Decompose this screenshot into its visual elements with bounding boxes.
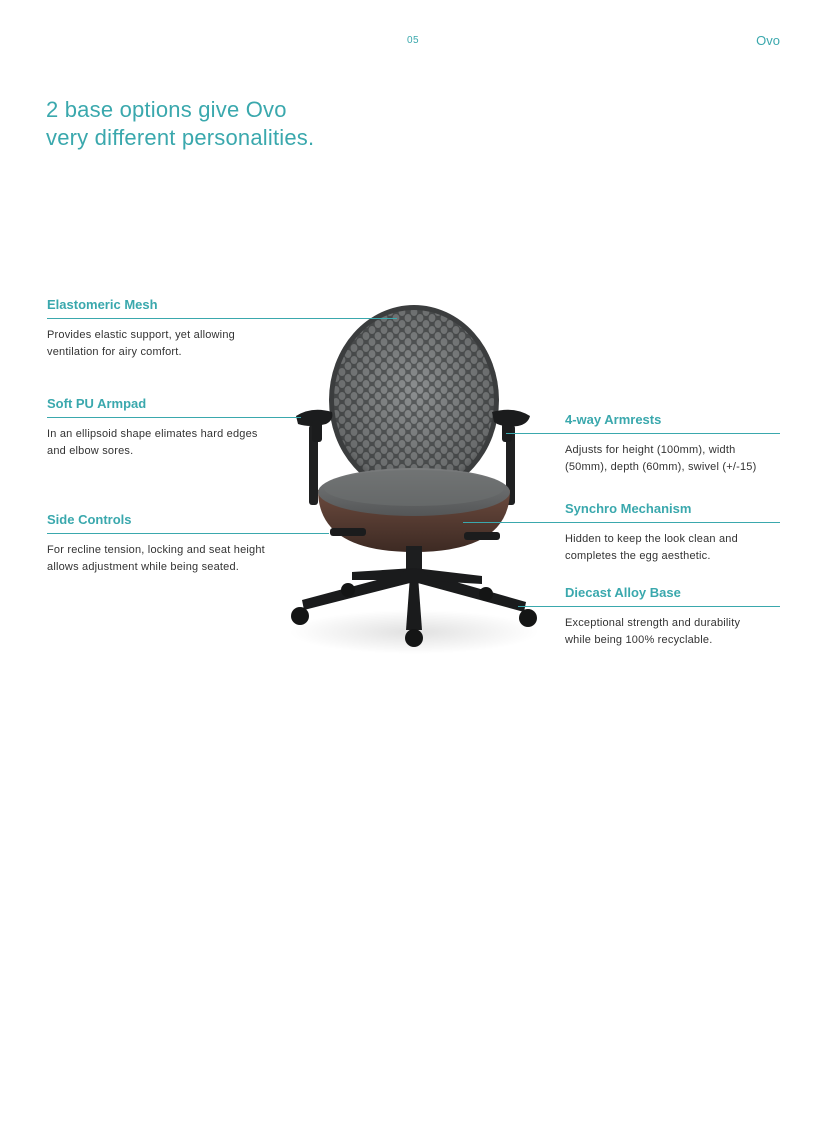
page-headline [46,96,314,152]
feature-divider [47,318,397,319]
feature-desc-line: and elbow sores. [47,445,134,457]
feature-desc-line: Hidden to keep the look clean and [565,533,738,545]
feature-divider-extension [506,433,566,434]
feature-title: 4-way Armrests [565,412,662,427]
feature-desc-line: In an ellipsoid shape elimates hard edges [47,428,258,440]
feature-title: Synchro Mechanism [565,501,692,516]
feature-title: Elastomeric Mesh [47,297,158,312]
feature-desc-line: allows adjustment while being seated. [47,561,240,573]
feature-desc-line: while being 100% recyclable. [565,634,713,646]
feature-description [565,531,780,565]
feature-description [47,327,397,361]
feature-title: Side Controls [47,512,132,527]
feature-synchro-mechanism [565,501,780,565]
feature-desc-line: For recline tension, locking and seat height [47,544,265,556]
feature-desc-line: completes the egg aesthetic. [565,550,711,562]
feature-4-way-armrests [565,412,780,476]
brand-name: Ovo [756,33,780,48]
page-number: 05 [407,35,420,46]
feature-description [565,442,780,476]
feature-divider [565,522,780,523]
feature-side-controls [47,512,329,576]
feature-description [47,426,301,460]
feature-divider-extension [463,522,566,523]
feature-desc-line: Exceptional strength and durability [565,617,741,629]
feature-desc-line: ventilation for airy comfort. [47,346,182,358]
feature-diecast-alloy-base [565,585,780,649]
feature-divider [565,433,780,434]
feature-desc-line: (50mm), depth (60mm), swivel (+/-15) [565,461,757,473]
feature-desc-line: Provides elastic support, yet allowing [47,329,235,341]
feature-divider [565,606,780,607]
feature-description [47,542,329,576]
feature-elastomeric-mesh [47,297,397,361]
feature-divider [47,533,329,534]
feature-divider-extension [518,606,566,607]
headline-line-1: 2 base options give Ovo [46,97,287,122]
feature-title: Soft PU Armpad [47,396,147,411]
feature-description [565,615,780,649]
feature-desc-line: Adjusts for height (100mm), width [565,444,736,456]
headline-line-2: very different personalities. [46,125,315,150]
feature-soft-pu-armpad [47,396,301,460]
feature-title: Diecast Alloy Base [565,585,681,600]
feature-divider [47,417,301,418]
